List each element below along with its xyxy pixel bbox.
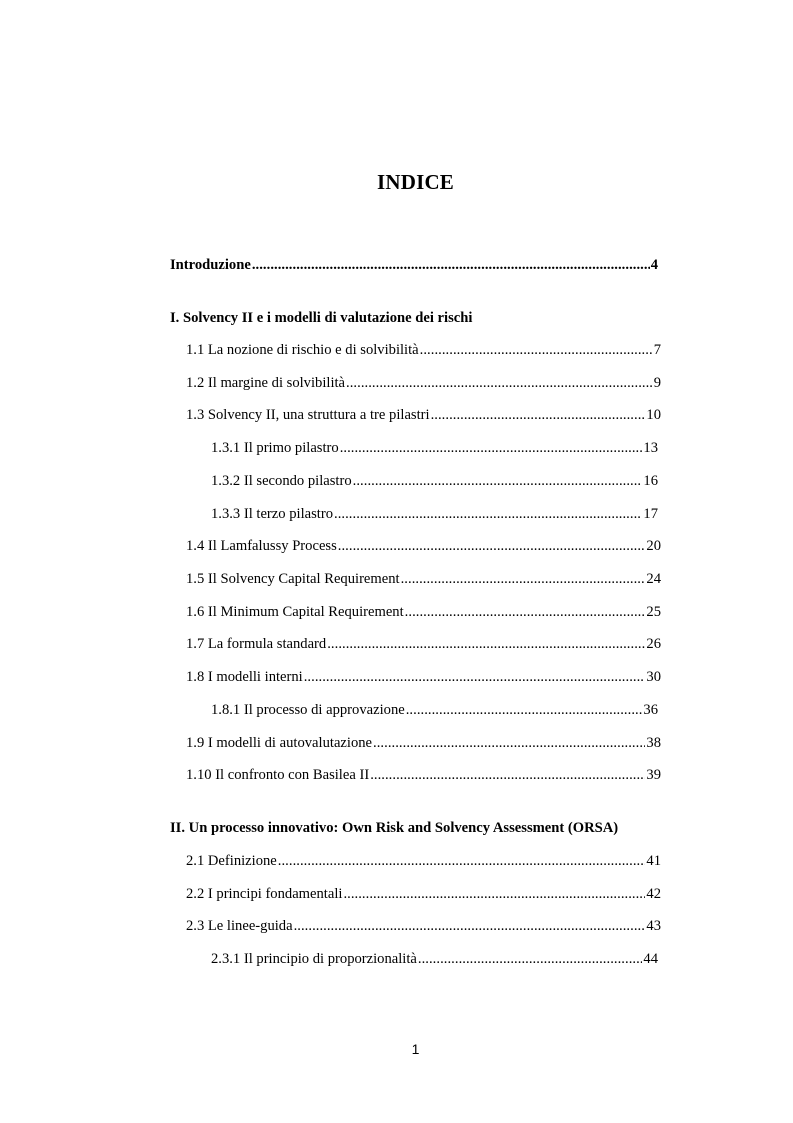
- toc-page-number: 25: [646, 604, 661, 620]
- toc-entry[interactable]: [211, 472, 658, 490]
- toc-page-number: 44: [643, 951, 658, 967]
- toc-entry-label: 2.3.1 Il principio di proporzionalità: [211, 951, 417, 967]
- toc-leader-dots: [252, 256, 650, 274]
- toc-leader-dots: [431, 406, 646, 424]
- toc-entry-label: Introduzione: [170, 257, 251, 273]
- toc-leader-dots: [334, 505, 642, 523]
- toc-page-number: 36: [643, 702, 658, 718]
- toc-leader-dots: [401, 570, 646, 588]
- toc-entry[interactable]: [186, 917, 661, 935]
- toc-page-number: 7: [653, 342, 661, 358]
- page-title: INDICE: [376, 170, 455, 194]
- toc-entry-label: 1.3 Solvency II, una struttura a tre pilastri: [186, 407, 430, 423]
- toc-leader-dots: [418, 950, 643, 968]
- toc-leader-dots: [278, 852, 646, 870]
- toc-page-number: 26: [646, 636, 661, 652]
- toc-page-number: 42: [646, 886, 661, 902]
- toc-entry-label: 1.3.1 Il primo pilastro: [211, 440, 339, 456]
- toc-entry[interactable]: [211, 701, 658, 719]
- toc-entry-label: 1.1 La nozione di rischio e di solvibilità: [186, 342, 419, 358]
- toc-page-number: 24: [646, 571, 661, 587]
- toc-page-number: 41: [646, 853, 661, 869]
- toc-entry-introduzione[interactable]: [170, 256, 658, 274]
- toc-entry[interactable]: [186, 570, 661, 588]
- toc-entry-label: 1.10 Il confronto con Basilea II: [186, 767, 370, 783]
- toc-leader-dots: [420, 341, 653, 359]
- toc-entry[interactable]: [186, 668, 661, 686]
- toc-leader-dots: [343, 885, 645, 903]
- toc-entry-label: 1.6 Il Minimum Capital Requirement: [186, 604, 404, 620]
- toc-entry[interactable]: [186, 374, 661, 392]
- toc-entry-label: 2.1 Definizione: [186, 853, 277, 869]
- toc-entry-label: 1.5 Il Solvency Capital Requirement: [186, 571, 400, 587]
- toc-page-number: 13: [643, 440, 658, 456]
- toc-leader-dots: [405, 603, 646, 621]
- toc-leader-dots: [340, 439, 643, 457]
- toc-entry[interactable]: [186, 734, 661, 752]
- toc-page-number: 38: [646, 735, 661, 751]
- toc-entry-label: 1.8 I modelli interni: [186, 669, 303, 685]
- toc-leader-dots: [353, 472, 643, 490]
- toc-page-number: 39: [646, 767, 661, 783]
- toc-page-number: 16: [643, 473, 658, 489]
- toc-entry[interactable]: [186, 341, 661, 359]
- toc-leader-dots: [373, 734, 645, 752]
- toc-leader-dots: [406, 701, 643, 719]
- toc-entry[interactable]: [186, 635, 661, 653]
- toc-entry[interactable]: [186, 406, 661, 424]
- toc-page-number: 20: [646, 538, 661, 554]
- toc-page-number: 43: [646, 918, 661, 934]
- toc-entry[interactable]: [186, 852, 661, 870]
- toc-entry[interactable]: [211, 505, 658, 523]
- toc-page-number: 4: [650, 257, 658, 273]
- toc-entry[interactable]: [186, 537, 661, 555]
- toc-entry[interactable]: [211, 439, 658, 457]
- toc-entry-label: 1.4 Il Lamfalussy Process: [186, 538, 337, 554]
- toc-leader-dots: [338, 537, 646, 555]
- toc-page-number: 17: [643, 506, 658, 522]
- toc-entry[interactable]: [211, 950, 658, 968]
- chapter-heading-2[interactable]: II. Un processo innovativo: Own Risk and Solvency Assessment (ORSA): [170, 820, 619, 836]
- toc-page-number: 30: [646, 669, 661, 685]
- toc-page-number: 9: [653, 375, 661, 391]
- toc-leader-dots: [370, 766, 645, 784]
- toc-entry-label: 1.9 I modelli di autovalutazione: [186, 735, 373, 751]
- toc-leader-dots: [294, 917, 646, 935]
- toc-entry[interactable]: [186, 885, 661, 903]
- toc-entry[interactable]: [186, 603, 661, 621]
- page-number: 1: [411, 1041, 420, 1057]
- toc-entry-label: 1.3.3 Il terzo pilastro: [211, 506, 333, 522]
- chapter-heading-1[interactable]: I. Solvency II e i modelli di valutazione dei rischi: [170, 310, 473, 326]
- toc-leader-dots: [304, 668, 646, 686]
- toc-entry-label: 1.8.1 Il processo di approvazione: [211, 702, 405, 718]
- toc-entry-label: 1.2 Il margine di solvibilità: [186, 375, 346, 391]
- toc-entry-label: 2.3 Le linee-guida: [186, 918, 293, 934]
- toc-entry-label: 1.3.2 Il secondo pilastro: [211, 473, 352, 489]
- toc-entry[interactable]: [186, 766, 661, 784]
- toc-leader-dots: [327, 635, 645, 653]
- toc-leader-dots: [346, 374, 653, 392]
- toc-entry-label: 2.2 I principi fondamentali: [186, 886, 343, 902]
- toc-entry-label: 1.7 La formula standard: [186, 636, 327, 652]
- toc-page-number: 10: [646, 407, 661, 423]
